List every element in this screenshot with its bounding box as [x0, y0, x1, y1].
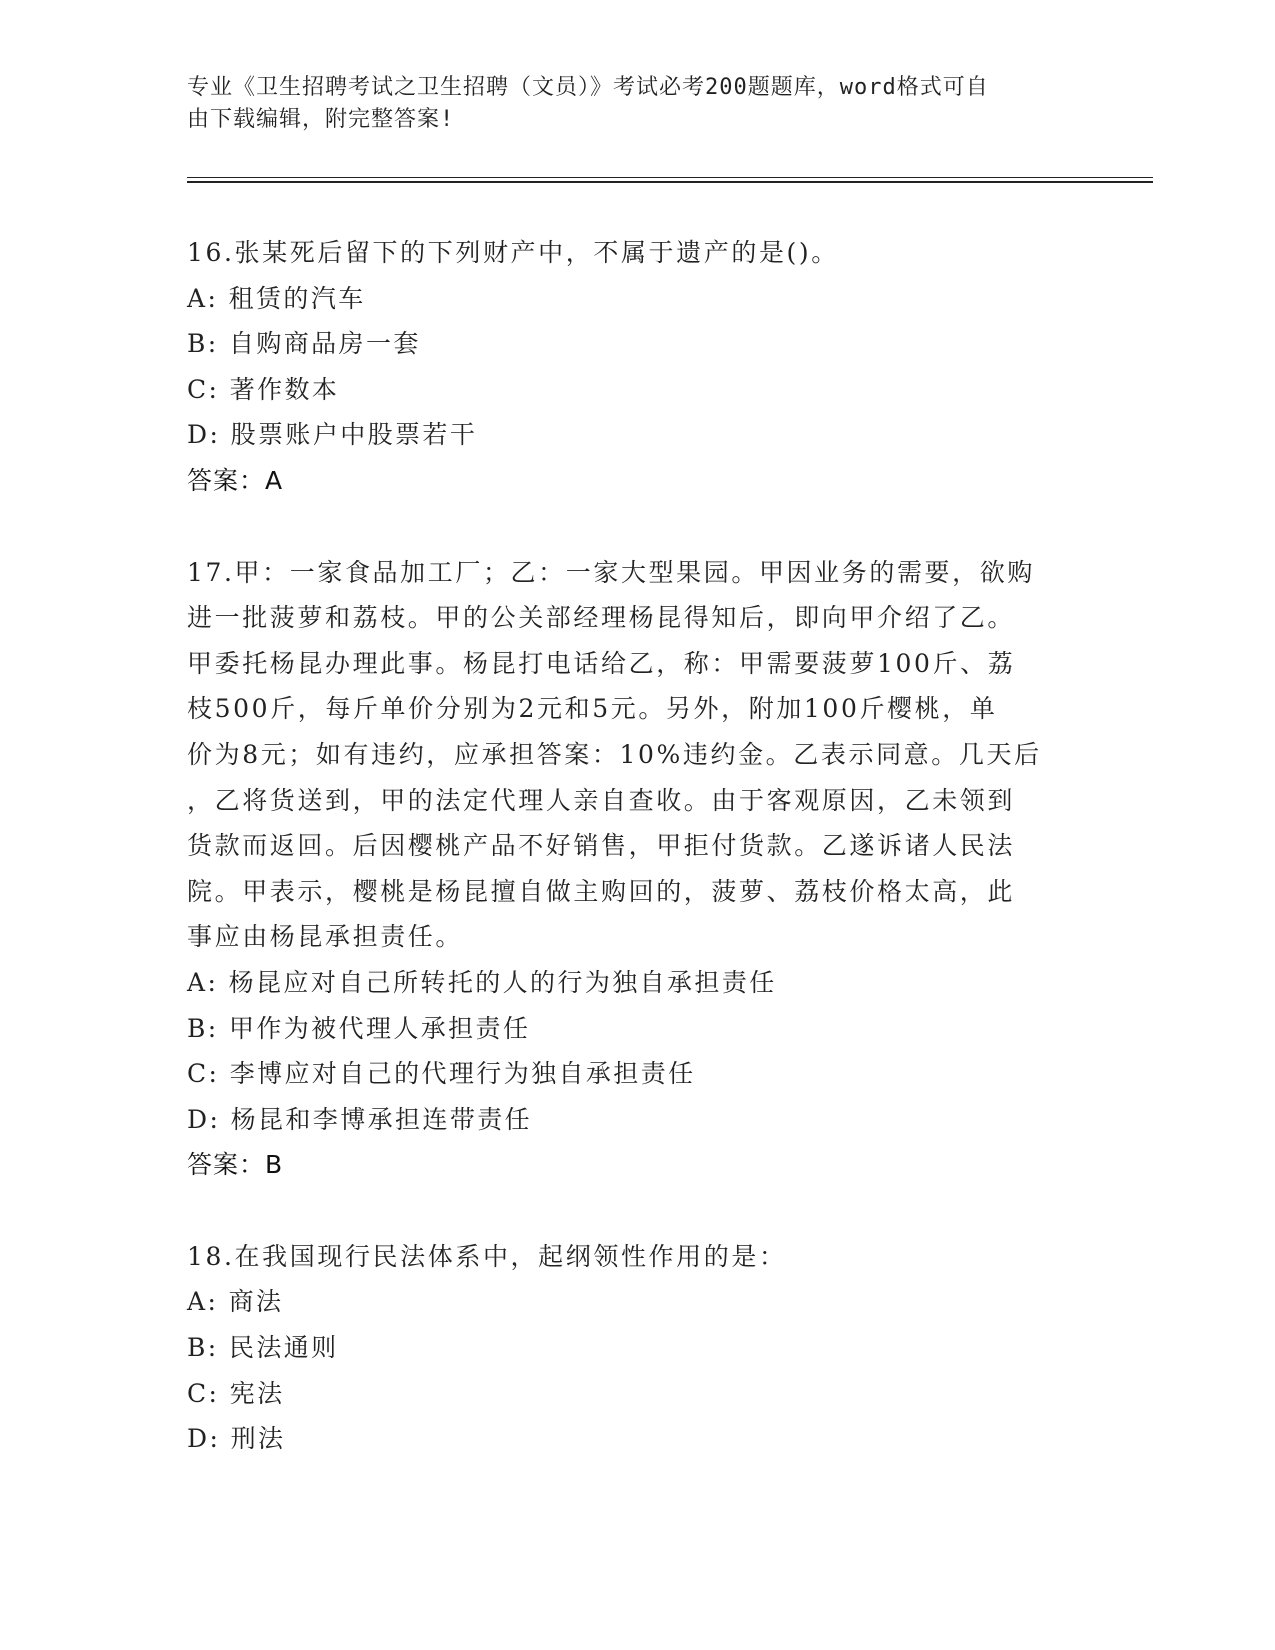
stem-line: 甲委托杨昆办理此事。杨昆打电话给乙，称：甲需要菠萝100斤、荔 — [187, 648, 1016, 678]
header-line-2: 由下载编辑，附完整答案! — [187, 107, 455, 132]
header-divider-thick — [187, 181, 1153, 183]
question-16 — [187, 230, 1087, 504]
option-d: D: 股票账户中股票若干 — [187, 420, 478, 450]
stem-line: ，乙将货送到，甲的法定代理人亲自查收。由于客观原因，乙未领到 — [187, 785, 1016, 815]
stem-line: 货款而返回。后因樱桃产品不好销售，甲拒付货款。乙遂诉诸人民法 — [187, 831, 1016, 861]
option-c: C: 李博应对自己的代理行为独自承担责任 — [187, 1059, 696, 1089]
question-18 — [187, 1234, 1087, 1462]
option-d: D: 刑法 — [187, 1424, 286, 1454]
answer-label: 答案：B — [187, 1150, 284, 1180]
document-header — [187, 72, 1067, 136]
question-stem — [187, 230, 1067, 276]
option-b: B: 民法通则 — [187, 1333, 339, 1363]
option-a: A: 杨昆应对自己所转托的人的行为独自承担责任 — [187, 967, 777, 997]
stem-line: 价为8元；如有违约，应承担答案：10%违约金。乙表示同意。几天后 — [187, 739, 1042, 769]
question-stem — [187, 1234, 1067, 1280]
header-divider-thin — [187, 177, 1153, 178]
stem-line: 进一批菠萝和荔枝。甲的公关部经理杨昆得知后，即向甲介绍了乙。 — [187, 603, 1016, 633]
header-line-1: 专业《卫生招聘考试之卫生招聘（文员）》考试必考200题题库，word格式可自 — [187, 75, 989, 100]
question-list — [187, 230, 1087, 1462]
stem-line: 16.张某死后留下的下列财产中，不属于遗产的是()。 — [187, 238, 839, 267]
stem-line: 17.甲：一家食品加工厂；乙：一家大型果园。甲因业务的需要，欲购 — [187, 557, 1035, 587]
option-a: A: 商法 — [187, 1287, 284, 1317]
question-17 — [187, 550, 1087, 1188]
stem-line: 院。甲表示，樱桃是杨昆擅自做主购回的，菠萝、荔枝价格太高，此 — [187, 876, 1016, 906]
option-c: C: 著作数本 — [187, 374, 340, 404]
option-d: D: 杨昆和李博承担连带责任 — [187, 1104, 533, 1134]
stem-line: 18.在我国现行民法体系中，起纲领性作用的是： — [187, 1241, 787, 1271]
option-a: A: 租赁的汽车 — [187, 283, 366, 313]
option-b: B: 甲作为被代理人承担责任 — [187, 1013, 531, 1043]
answer-label: 答案：A — [187, 465, 284, 495]
option-b: B: 自购商品房一套 — [187, 329, 421, 359]
option-c: C: 宪法 — [187, 1378, 285, 1408]
stem-line: 事应由杨昆承担责任。 — [187, 922, 464, 952]
question-stem — [187, 550, 1067, 960]
stem-line: 枝500斤，每斤单价分别为2元和5元。另外，附加100斤樱桃，单 — [187, 694, 998, 724]
